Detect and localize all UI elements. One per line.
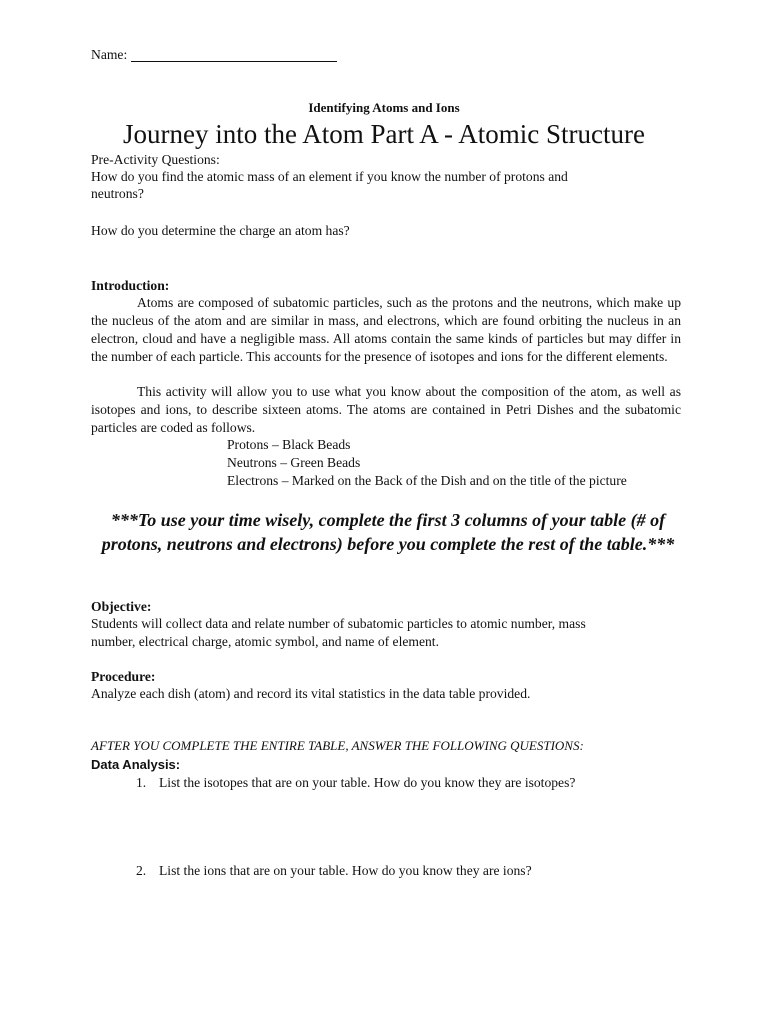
data-analysis-heading: Data Analysis: [91,757,181,772]
question-text: List the isotopes that are on your table. How do you know they are isotopes? [159,775,576,790]
pre-activity-question-1-line-2: neutrons? [91,186,144,201]
introduction-paragraph-2: This activity will allow you to use what you know about the composition of the atom, as well as isotopes and ions, to describe sixteen atoms. The atoms are contained in Petri Dishes and the subatomic particles are coded as follows. [91,384,681,435]
introduction-heading: Introduction: [91,278,170,293]
particle-code-neutrons: Neutrons – Green Beads [227,455,361,470]
objective-text-line-1: Students will collect data and relate number of subatomic particles to atomic number, mass [91,616,586,631]
question-text: List the ions that are on your table. How do you know they are ions? [159,863,532,878]
name-label: Name: [91,47,128,62]
pre-activity-question-1-line-1: How do you find the atomic mass of an element if you know the number of protons and [91,169,568,184]
particle-code-protons: Protons – Black Beads [227,437,351,452]
objective-heading: Objective: [91,599,152,614]
introduction-paragraph-1: Atoms are composed of subatomic particles, such as the protons and the neutrons, which make up the nucleus of the atom and are similar in mass, and electrons, which are found orbiting the nucleus in an electron, cloud and have a negligible mass. All atoms contain the same kinds of particles but may differ in the number of each particle. This accounts for the presence of isotopes and ions for the different elements. [91,295,681,364]
worksheet-subtitle: Identifying Atoms and Ions [308,100,460,115]
procedure-text: Analyze each dish (atom) and record its vital statistics in the data table provided. [91,686,531,701]
name-blank-line[interactable] [131,47,337,62]
name-row [91,47,337,63]
after-table-instruction: AFTER YOU COMPLETE THE ENTIRE TABLE, ANSWER THE FOLLOWING QUESTIONS: [91,738,584,753]
objective-text-line-2: number, electrical charge, atomic symbol, and name of element. [91,634,439,649]
data-analysis-question-1 [136,774,656,792]
pre-activity-question-2: How do you determine the charge an atom has? [91,223,350,238]
particle-code-electrons: Electrons – Marked on the Back of the Dish and on the title of the picture [227,473,627,488]
question-number: 1. [136,775,147,790]
page-title: Journey into the Atom Part A - Atomic Structure [123,119,645,149]
question-number: 2. [136,863,147,878]
time-notice: ***To use your time wisely, complete the first 3 columns of your table (# of protons, neutrons and electrons) before you complete the rest of the table.*** [101,510,675,554]
pre-activity-heading: Pre-Activity Questions: [91,152,220,167]
procedure-heading: Procedure: [91,669,156,684]
data-analysis-question-2 [136,862,656,880]
